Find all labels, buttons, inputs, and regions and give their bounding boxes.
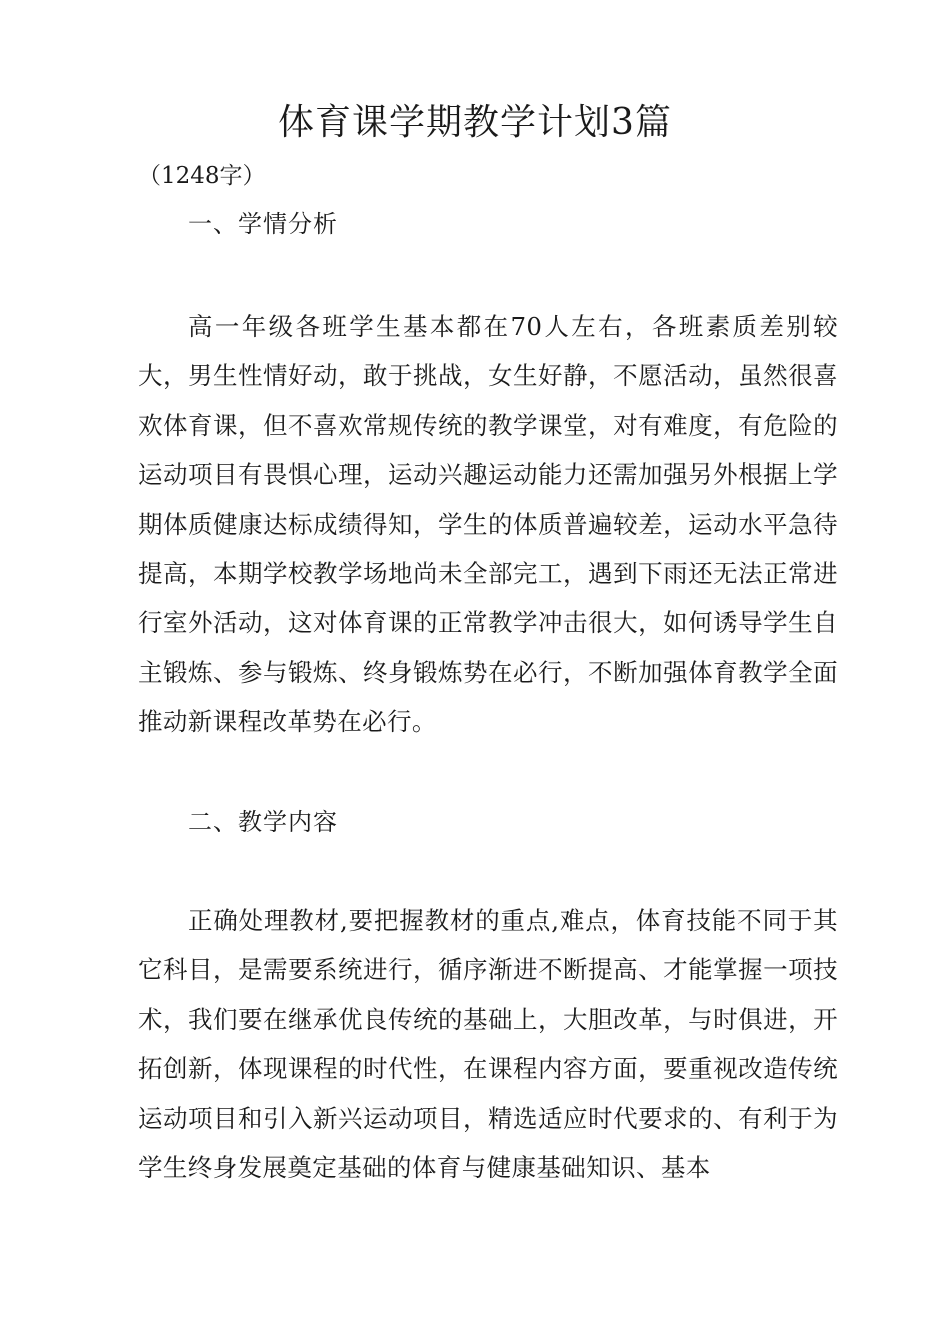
word-count: （1248字） — [138, 163, 266, 189]
document-title: 体育课学期教学计划3篇 — [278, 102, 672, 143]
section-heading-learner-analysis: 一、学情分析 — [188, 210, 338, 238]
section-paragraph-teaching-content: 正确处理教材,要把握教材的重点,难点，体育技能不同于其它科目，是需要系统进行，循序渐进不断提高、才能掌握一项技术，我们要在继承优良传统的基础上，大胆改革，与时俱进，开拓创新，体现课程的时代性，在课程内容方面，要重视改造传统运动项目和引入新兴运动项目，精选适应时代要求的、有利于为学生终身发展奠定基础的体育与健康基础知识、基本 — [138, 906, 838, 1183]
section-heading-teaching-content: 二、教学内容 — [188, 808, 338, 836]
section-paragraph-learner-analysis: 高一年级各班学生基本都在70人左右，各班素质差别较大，男生性情好动，敢于挑战，女生好静，不愿活动，虽然很喜欢体育课，但不喜欢常规传统的教学课堂，对有难度，有危险的运动项目有畏惧心理，运动兴趣运动能力还需加强另外根据上学期体质健康达标成绩得知，学生的体质普遍较差，运动水平急待提高，本期学校教学场地尚未全部完工，遇到下雨还无法正常进行室外活动，这对体育课的正常教学冲击很大，如何诱导学生自主锻炼、参与锻炼、终身锻炼势在必行，不断加强体育教学全面推动新课程改革势在必行。 — [138, 312, 838, 737]
